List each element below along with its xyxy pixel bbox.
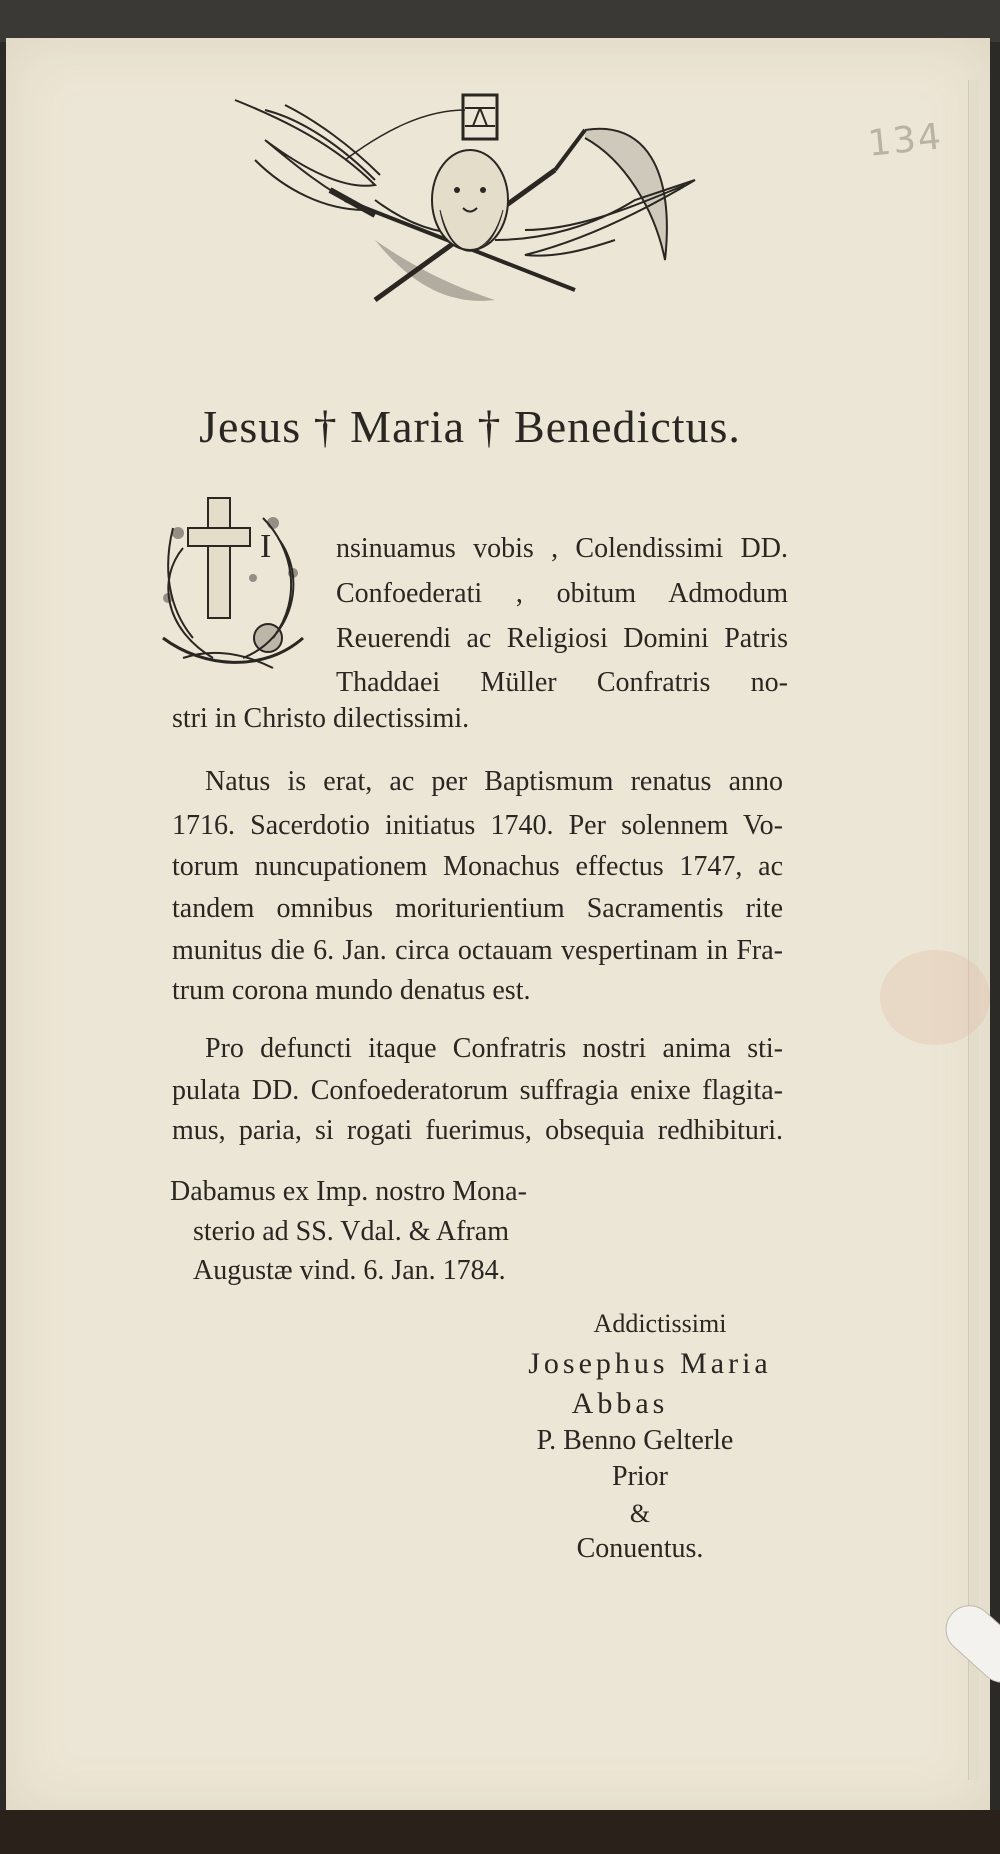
signature-prior-title: Prior bbox=[612, 1461, 668, 1492]
initial-letter: I bbox=[260, 528, 272, 565]
paragraph-2-line-5: munitus die 6. Jan. circa octauam vespertinam in Fra- bbox=[172, 935, 783, 966]
signature-convent: Conuentus. bbox=[576, 1533, 704, 1564]
paper-stain bbox=[880, 950, 990, 1045]
intro-line-3: Reuerendi ac Religiosi Domini Patris bbox=[336, 623, 788, 654]
signature-abbot-title: Abbas bbox=[571, 1387, 669, 1420]
folio-number: 134 bbox=[866, 116, 945, 165]
intro-line-4: Thaddaei Müller Confratris no- bbox=[336, 667, 788, 698]
signature-abbot-name: Josephus Maria bbox=[528, 1347, 772, 1380]
paragraph-2-line-6: trum corona mundo denatus est. bbox=[172, 975, 531, 1006]
paragraph-3-line-2: pulata DD. Confoederatorum suffragia enixe flagita- bbox=[172, 1075, 783, 1106]
winged-time-woodcut-icon bbox=[225, 90, 715, 320]
paragraph-2-line-1: Natus is erat, ac per Baptismum renatus anno bbox=[205, 766, 783, 797]
paragraph-3-line-3: mus, paria, si rogati fuerimus, obsequia redhibituri. bbox=[172, 1115, 783, 1146]
document-heading: Jesus † Maria † Benedictus. bbox=[199, 401, 741, 452]
page-edge bbox=[968, 80, 979, 1780]
paragraph-2-line-3: torum nuncupationem Monachus effectus 1747, ac bbox=[172, 851, 783, 882]
paragraph-2-line-4: tandem omnibus moriturientium Sacramentis rite bbox=[172, 893, 783, 924]
paragraph-2-line-2: 1716. Sacerdotio initiatus 1740. Per solennem Vo- bbox=[172, 810, 783, 841]
dateline-line-2: sterio ad SS. Vdal. & Afram bbox=[193, 1216, 510, 1247]
intro-line-1: nsinuamus vobis , Colendissimi DD. bbox=[336, 533, 788, 564]
intro-line-5: stri in Christo dilectissimi. bbox=[172, 703, 470, 734]
cross-ornament-icon bbox=[153, 488, 313, 678]
dateline-line-1: Dabamus ex Imp. nostro Mona- bbox=[170, 1176, 527, 1207]
paragraph-3-line-1: Pro defuncti itaque Confratris nostri anima sti- bbox=[205, 1033, 783, 1064]
dateline-line-3: Augustæ vind. 6. Jan. 1784. bbox=[193, 1255, 506, 1286]
intro-line-2: Confoederati , obitum Admodum bbox=[336, 578, 788, 609]
scan-top-edge bbox=[0, 0, 1000, 42]
scan-bottom-edge bbox=[0, 1810, 1000, 1854]
signature-prior-name: P. Benno Gelterle bbox=[536, 1425, 734, 1456]
signature-conjunction: & bbox=[629, 1499, 651, 1528]
signature-closing: Addictissimi bbox=[593, 1309, 727, 1338]
